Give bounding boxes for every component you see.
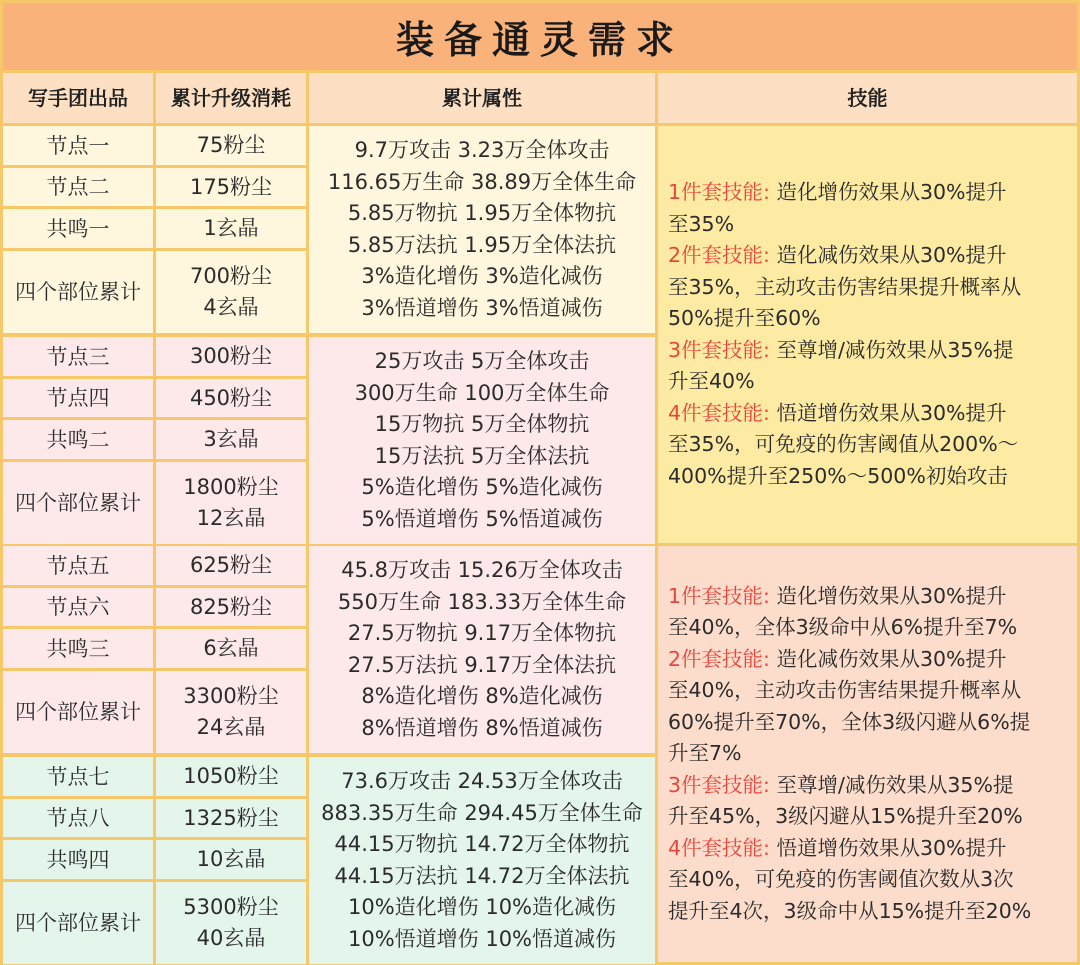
skill-text: 至尊增/减伤效果从35%提 [769, 337, 1014, 362]
attribute-line: 3%造化增伤 3%造化减伤 [361, 264, 603, 288]
cost-value: 3300粉尘 [183, 684, 279, 708]
skill-line [668, 644, 1065, 676]
row-cost [156, 420, 306, 459]
page-title: 装备通灵需求 [3, 3, 1077, 70]
column-header-label: 写手团出品 [28, 86, 128, 110]
attribute-line: 10%悟道增伤 10%悟道减伤 [347, 926, 617, 951]
attribute-line: 3%悟道增伤 3%悟道减伤 [361, 295, 603, 320]
row-name-label: 节点八 [46, 806, 110, 830]
skill-line [668, 366, 1065, 398]
attribute-line: 9.7万攻击 3.23万全体攻击 [354, 138, 610, 162]
attribute-line: 27.5万物抗 9.17万全体物抗 [347, 621, 617, 645]
cost-value: 5300粉尘 [183, 895, 279, 919]
cost-value: 175粉尘 [189, 174, 273, 199]
attribute-line: 10%造化增伤 10%造化减伤 [347, 895, 617, 919]
skill-line [668, 707, 1065, 739]
row-name-label: 共鸣一 [46, 216, 110, 241]
attribute-line: 15万物抗 5万全体物抗 [374, 412, 590, 436]
row-cost [156, 799, 306, 837]
row-cost [156, 126, 306, 165]
attribute-line: 44.15万法抗 14.72万全体法抗 [334, 863, 630, 888]
row-cost [156, 462, 306, 544]
row-name [3, 546, 153, 585]
attribute-line: 116.65万生命 38.89万全体生命 [327, 169, 637, 194]
skill-set-label: 3件套技能: [668, 337, 770, 362]
attribute-line: 5%造化增伤 5%造化减伤 [361, 475, 603, 499]
skill-text: 60%提升至70%，全体3级闪避从6%提 [668, 709, 1031, 734]
skill-line [668, 272, 1065, 304]
skill-set-label: 1件套技能: [668, 583, 770, 608]
skill-line [668, 770, 1065, 802]
cost-value: 6玄晶 [203, 636, 259, 660]
attribute-line: 25万攻击 5万全体攻击 [374, 349, 590, 373]
row-cost [156, 546, 306, 585]
cumulative-attributes [309, 126, 655, 333]
row-cost [156, 209, 306, 248]
attribute-line: 8%悟道增伤 8%悟道减伤 [361, 715, 603, 740]
cost-value: 1325粉尘 [183, 805, 279, 830]
skill-text: 至40%，全体3级命中从6%提升至7% [668, 615, 1018, 640]
skill-set-label: 4件套技能: [668, 400, 770, 425]
row-name-label: 节点三 [46, 344, 110, 369]
cost-value: 24玄晶 [196, 715, 266, 739]
skill-text: 造化减伤效果从30%提升 [769, 646, 1007, 671]
attribute-line: 27.5万法抗 9.17万全体法抗 [347, 652, 617, 677]
row-name [3, 168, 153, 206]
attribute-line: 8%造化增伤 8%造化减伤 [361, 684, 603, 708]
row-name [3, 629, 153, 668]
attribute-line: 15万法抗 5万全体法抗 [374, 443, 590, 468]
row-name [3, 420, 153, 459]
skill-line [668, 896, 1065, 928]
row-name-label: 共鸣三 [46, 636, 110, 661]
attribute-line: 45.8万攻击 15.26万全体攻击 [341, 558, 623, 582]
row-name-label: 四个部位累计 [15, 280, 141, 304]
skill-description [658, 546, 1077, 962]
skill-line [668, 461, 1065, 493]
row-cost [156, 671, 306, 753]
skill-text: 50%提升至60% [668, 306, 821, 330]
row-name-label: 四个部位累计 [15, 700, 141, 724]
attribute-line: 883.35万生命 294.45万全体生命 [321, 800, 643, 825]
row-name-label: 节点五 [46, 553, 110, 578]
skill-line [668, 303, 1065, 335]
row-name [3, 882, 153, 964]
row-cost [156, 379, 306, 417]
column-header-label: 累计属性 [442, 86, 522, 110]
column-header [658, 73, 1077, 123]
cost-value: 1玄晶 [203, 216, 259, 240]
row-name [3, 126, 153, 165]
cost-value: 4玄晶 [203, 295, 259, 319]
row-name-label: 节点六 [46, 595, 110, 619]
row-cost [156, 757, 306, 796]
skill-line [668, 335, 1065, 367]
skill-text: 至尊增/减伤效果从35%提 [769, 772, 1014, 797]
row-name [3, 588, 153, 626]
skill-text: 至35%，可免疫的伤害阈值从200%～ [668, 432, 1019, 456]
cost-value: 1050粉尘 [183, 764, 279, 788]
skill-line [668, 675, 1065, 707]
skill-line [668, 581, 1065, 613]
skill-text: 升至7% [668, 741, 742, 766]
skill-text: 提升至4次，3级命中从15%提升至20% [668, 898, 1032, 923]
row-name-label: 节点一 [46, 133, 110, 158]
attribute-line: 44.15万物抗 14.72万全体物抗 [334, 832, 630, 856]
row-name [3, 840, 153, 879]
skill-line [668, 738, 1065, 770]
skill-line [668, 612, 1065, 644]
row-name [3, 462, 153, 544]
attribute-line: 73.6万攻击 24.53万全体攻击 [341, 769, 623, 793]
attribute-line: 550万生命 183.33万全体生命 [337, 589, 627, 614]
cost-value: 825粉尘 [189, 594, 273, 619]
row-cost [156, 588, 306, 626]
row-cost [156, 337, 306, 376]
cost-value: 40玄晶 [196, 926, 266, 950]
cumulative-attributes [309, 757, 655, 964]
cost-value: 3玄晶 [203, 427, 259, 451]
cost-value: 1800粉尘 [183, 475, 279, 499]
skill-set-label: 1件套技能: [668, 180, 770, 204]
skill-text: 升至40% [668, 369, 755, 393]
column-header [309, 73, 655, 123]
skill-text: 造化增伤效果从30%提升 [769, 583, 1007, 608]
skill-line [668, 398, 1065, 430]
row-cost [156, 840, 306, 879]
skill-text: 至35%，主动攻击伤害结果提升概率从 [668, 274, 1022, 299]
row-cost [156, 251, 306, 333]
row-cost [156, 882, 306, 964]
cost-value: 700粉尘 [189, 264, 273, 288]
skill-line [668, 801, 1065, 833]
row-name [3, 337, 153, 376]
cost-value: 300粉尘 [189, 344, 273, 368]
row-name [3, 757, 153, 796]
skill-line [668, 833, 1065, 865]
skill-set-label: 2件套技能: [668, 243, 770, 267]
cost-value: 10玄晶 [196, 847, 266, 871]
skill-text: 至35% [668, 211, 735, 236]
row-name [3, 209, 153, 248]
skill-text: 至40%，主动攻击伤害结果提升概率从 [668, 678, 1022, 703]
skill-set-label: 3件套技能: [668, 772, 770, 797]
skill-text: 400%提升至250%～500%初始攻击 [668, 463, 1008, 488]
skill-text: 至40%，可免疫的伤害阈值次数从3次 [668, 867, 1014, 892]
skill-set-label: 2件套技能: [668, 646, 770, 671]
attribute-line: 5%悟道增伤 5%悟道减伤 [361, 506, 603, 531]
skill-text: 造化减伤效果从30%提升 [769, 243, 1007, 267]
attribute-line: 5.85万法抗 1.95万全体法抗 [347, 232, 617, 257]
row-name-label: 四个部位累计 [15, 911, 141, 935]
cost-value: 450粉尘 [189, 385, 273, 410]
skill-line [668, 240, 1065, 272]
attribute-line: 5.85万物抗 1.95万全体物抗 [347, 201, 617, 225]
skill-text: 悟道增伤效果从30%提升 [769, 835, 1007, 860]
row-cost [156, 168, 306, 206]
column-header-label: 累计升级消耗 [171, 86, 291, 110]
skill-line [668, 864, 1065, 896]
row-cost [156, 629, 306, 668]
skill-text: 悟道增伤效果从30%提升 [769, 400, 1007, 425]
attribute-line: 300万生命 100万全体生命 [354, 380, 610, 405]
skill-line [668, 177, 1065, 209]
skill-description [658, 126, 1077, 543]
skill-set-label: 4件套技能: [668, 835, 770, 860]
cumulative-attributes [309, 546, 655, 753]
row-name-label: 节点七 [46, 764, 110, 789]
skill-text: 升至45%，3级闪避从15%提升至20% [668, 804, 1023, 829]
row-name-label: 四个部位累计 [15, 491, 141, 515]
skill-text: 造化增伤效果从30%提升 [769, 180, 1007, 204]
row-name [3, 671, 153, 753]
column-header [3, 73, 153, 123]
row-name [3, 799, 153, 837]
row-name [3, 379, 153, 417]
cumulative-attributes [309, 337, 655, 544]
row-name-label: 共鸣四 [46, 847, 110, 872]
cost-value: 625粉尘 [189, 553, 273, 577]
column-header-label: 技能 [847, 86, 888, 110]
row-name-label: 共鸣二 [46, 427, 110, 452]
cost-value: 12玄晶 [196, 506, 266, 530]
skill-line [668, 209, 1065, 241]
skill-line [668, 429, 1065, 461]
cost-value: 75粉尘 [196, 133, 266, 157]
column-header [156, 73, 306, 123]
row-name-label: 节点四 [46, 386, 110, 410]
row-name [3, 251, 153, 333]
row-name-label: 节点二 [46, 175, 110, 199]
